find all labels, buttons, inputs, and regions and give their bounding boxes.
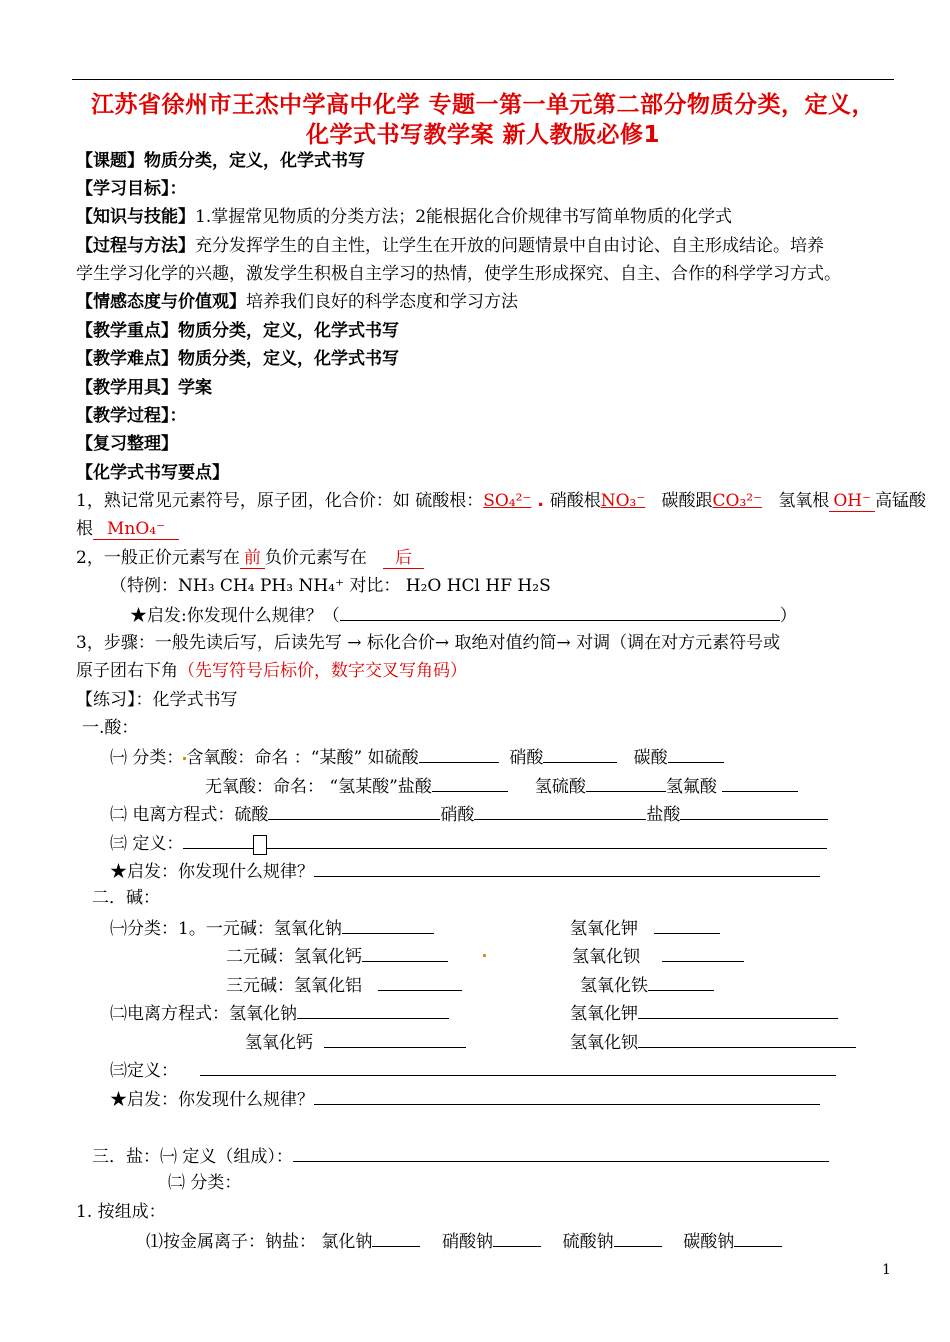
base-mono-right: 氢氧化钾 [570, 915, 720, 941]
objectives-line: 【学习目标】： [76, 179, 187, 199]
base-tri-line: 三元碱：氢氧化铝 [226, 972, 462, 998]
hf-blank[interactable] [722, 773, 798, 792]
koh-ionization-blank[interactable] [638, 1000, 838, 1019]
h2so4-ionization-blank[interactable] [268, 801, 440, 820]
caoh2-ionization-blank[interactable] [324, 1029, 466, 1048]
na2co3-blank[interactable] [734, 1228, 782, 1247]
process-line: 【过程与方法】充分发挥学生的自主性，让学生在开放的问题情景中自由讨论、自主形成结论。培养 [76, 236, 824, 256]
acid-hint-line: ★启发：你发现什么规律？ [110, 858, 820, 884]
key-points-line: 【教学重点】物质分类，定义，化学式书写 [76, 321, 399, 341]
salt-metal-line: ⑴按金属离子：钠盐： 氯化钠 硝酸钠 硫酸钠 碳酸钠 [146, 1228, 782, 1254]
base-ionization-line-2: 氢氧化钙 [245, 1029, 466, 1055]
hno3-ionization-blank[interactable] [474, 801, 646, 820]
nano3-blank[interactable] [493, 1228, 541, 1247]
acid-classification-line: ㈠ 分类： 含氧酸：命名 ：“某酸” 如硫酸 硝酸 碳酸 [110, 744, 724, 770]
formula-points-heading: 【化学式书写要点】 [76, 463, 229, 483]
acid-definition-blank-2[interactable] [267, 830, 827, 849]
acid-definition-blank[interactable] [183, 830, 253, 849]
page-number: 1 [882, 1262, 891, 1278]
orange-dot [483, 943, 486, 967]
acid-hint-blank[interactable] [314, 858, 820, 877]
acid-ionization-line: ㈡ 电离方程式：硫酸 硝酸 盐酸 [110, 801, 828, 827]
acid-nonoxy-line: 无氧酸：命名： “氢某酸”盐酸 氢硫酸 氢氟酸 [205, 773, 798, 799]
point-1-line-2: 根 MnO₄⁻ [76, 517, 179, 541]
acid-definition-line: ㈢ 定义： [110, 830, 827, 856]
feoh3-blank[interactable] [648, 972, 714, 991]
base-definition-line: ㈢定义： [110, 1057, 836, 1083]
point-1-line: 1，熟记常见元素符号，原子团，化合价：如 硫酸根：SO₄²⁻ . 硝酸根NO₃⁻ 碳酸跟CO₃²⁻ 氢氧根 OH⁻ 高锰酸 [76, 491, 927, 511]
point-2-line: 2，一般正价元素写在 前 负价元素写在 后 [76, 546, 424, 570]
tools-line: 【教学用具】学案 [76, 378, 212, 398]
top-rule [72, 79, 894, 80]
hcl-ionization-blank[interactable] [680, 801, 828, 820]
h2s-blank[interactable] [586, 773, 666, 792]
baoh2-blank[interactable] [662, 943, 744, 962]
doc-title-line2: 化学式书写教学案 新人教版必修1 [305, 122, 660, 148]
acid-heading: 一.酸： [82, 718, 139, 738]
hcl-blank[interactable] [432, 773, 508, 792]
base-definition-blank[interactable] [200, 1057, 836, 1076]
empty-box [253, 835, 267, 855]
base-di-line: 二元碱：氢氧化钙 [226, 943, 448, 969]
special-cases-line: （特例：NH₃ CH₄ PH₃ NH₄⁺ 对比： H₂O HCl HF H₂S [110, 576, 551, 596]
base-ionization-line: ㈡电离方程式：氢氧化钠 [110, 1000, 449, 1026]
base-heading: 二．碱： [92, 888, 160, 908]
point-3-line: 3，步骤：一般先读后写，后读先写 → 标化合价→ 取绝对值约简→ 对调（调在对方元素符号或 [76, 633, 781, 653]
base-hint-blank[interactable] [314, 1086, 820, 1105]
practice-heading: 【练习】：化学式书写 [76, 690, 238, 710]
base-ionization-right: 氢氧化钾 [570, 1000, 838, 1026]
base-ionization-right-2: 氢氧化钡 [570, 1029, 856, 1055]
salt-classification-line: ㈡ 分类： [168, 1173, 242, 1193]
naoh-blank[interactable] [342, 915, 434, 934]
base-mono-line: ㈠分类：1。一元碱：氢氧化钠 [110, 915, 434, 941]
salt-heading-line: 三．盐：㈠ 定义（组成）： [92, 1143, 829, 1169]
point-3-line-2: 原子团右下角（先写符号后标价，数字交叉写角码） [76, 661, 467, 681]
h2co3-blank[interactable] [668, 744, 724, 763]
caoh2-blank[interactable] [362, 943, 448, 962]
difficulty-line: 【教学难点】物质分类，定义，化学式书写 [76, 349, 399, 369]
topic-line: 【课题】物质分类，定义，化学式书写 [76, 151, 365, 171]
salt-by-composition: 1. 按组成： [76, 1202, 166, 1222]
knowledge-line: 【知识与技能】1.掌握常见物质的分类方法；2能根据化合价规律书写简单物质的化学式 [76, 207, 733, 227]
doc-title-line1: 江苏省徐州市王杰中学高中化学 专题一第一单元第二部分物质分类，定义， [90, 92, 875, 118]
base-hint-line: ★启发：你发现什么规律？ [110, 1086, 820, 1112]
process-line-2: 学生学习化学的兴趣，激发学生积极自主学习的热情，使学生形成探究、自主、合作的科学学习方式。 [76, 264, 841, 284]
review-heading: 【复习整理】 [76, 434, 178, 454]
h2so4-blank[interactable] [419, 744, 499, 763]
attitude-line: 【情感态度与价值观】培养我们良好的科学态度和学习方法 [76, 292, 518, 312]
nacl-blank[interactable] [372, 1228, 420, 1247]
salt-definition-blank[interactable] [293, 1143, 829, 1162]
base-di-right: 氢氧化钡 [572, 943, 744, 969]
aloh3-blank[interactable] [378, 972, 462, 991]
baoh2-ionization-blank[interactable] [638, 1029, 856, 1048]
naoh-ionization-blank[interactable] [297, 1000, 449, 1019]
koh-blank[interactable] [654, 915, 720, 934]
base-tri-right: 氢氧化铁 [580, 972, 714, 998]
process-heading: 【教学过程】： [76, 406, 187, 426]
na2so4-blank[interactable] [614, 1228, 662, 1247]
hno3-blank[interactable] [543, 744, 617, 763]
hint-1-line: ★启发:你发现什么规律？（ ） [130, 602, 797, 628]
